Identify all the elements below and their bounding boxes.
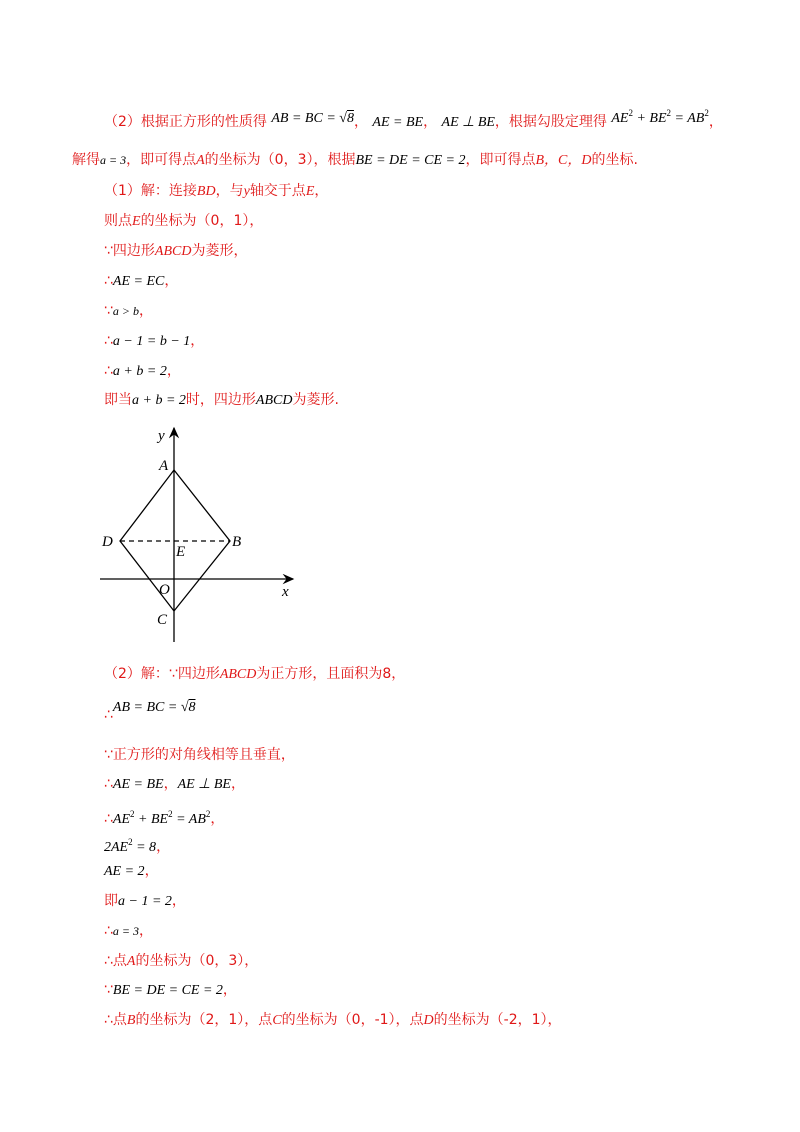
part2-line-8: 即a − 1 = 2，: [104, 893, 186, 909]
label-O: O: [159, 582, 170, 598]
math-expression: a + b = 2: [112, 364, 167, 379]
math-expression: AE = BE: [372, 115, 424, 130]
part2-line-6: $2AE^2 = 8$，: [104, 837, 171, 855]
part2-line-12: ∴点B的坐标为（2，1），点C的坐标为（0，-1），点D的坐标为（-2，1），: [104, 1012, 562, 1028]
label-D: D: [102, 534, 113, 550]
part1-line-3: ∵四边形ABCD为菱形，: [104, 243, 248, 259]
label-C: C: [157, 612, 168, 628]
math-expression: $AE^2 + BE^2 = AB^2$: [112, 809, 211, 827]
part1-line-7: ∴a + b = 2，: [104, 363, 181, 379]
part2-line-9: ∴a = 3，: [104, 923, 154, 939]
part1-heading: （1）解：连接BD，与y轴交于点E，: [104, 183, 329, 199]
part2-line-5: $\therefore AE^2 + BE^2 = AB^2$，: [104, 809, 225, 827]
math-expression: a = 3: [112, 924, 140, 938]
label-y: y: [158, 428, 165, 444]
rhombus-figure: [0, 420, 800, 660]
math-expression: AE ⊥ BE: [441, 115, 495, 130]
intro-line-2: 解得a = 3，即可得点A的坐标为（0，3），根据BE = DE = CE = 2，即可得点B，C，D的坐标.: [72, 152, 638, 168]
label-B: B: [232, 534, 242, 550]
math-expression: a > b: [112, 304, 140, 318]
math-expression: AE ⊥ BE: [177, 777, 231, 792]
math-expression: BE = DE = CE = 2: [112, 983, 223, 998]
math-expression: AB = BC = √8: [112, 700, 196, 715]
part1-line-4: ∴AE = EC，: [104, 273, 179, 289]
math-expression: AE = 2: [104, 864, 145, 879]
part2-line-2: ∴AB = BC = √8: [104, 700, 196, 723]
math-expression: $AE^2 + BE^2 = AB^2$: [611, 108, 709, 126]
part2-line-11: ∵BE = DE = CE = 2，: [104, 982, 237, 998]
math-expression: a − 1 = b − 1: [112, 334, 191, 349]
part1-line-8: 即当a + b = 2时，四边形ABCD为菱形.: [104, 392, 339, 408]
math-expression: AE = EC: [112, 274, 165, 289]
math-expression: a + b = 2: [132, 393, 186, 408]
label-A: A: [159, 458, 169, 474]
math-expression: ABCD: [255, 393, 293, 408]
label-x: x: [282, 584, 289, 600]
math-expression: BE = DE = CE = 2: [355, 153, 466, 168]
math-expression: a − 1 = 2: [118, 894, 172, 909]
math-expression: AB = BC = √8: [271, 111, 354, 126]
part1-line-6: ∴a − 1 = b − 1，: [104, 333, 205, 349]
label-E: E: [176, 544, 186, 560]
math-expression: a = 3: [100, 153, 127, 167]
part2-line-3: ∵正方形的对角线相等且垂直，: [104, 747, 295, 763]
part1-line-5: ∵a > b，: [104, 303, 154, 319]
part2-line-7: AE = 2，: [104, 863, 159, 879]
intro-text: （2）根据正方形的性质得: [104, 114, 267, 130]
math-expression: $2AE^2 = 8$: [104, 837, 157, 855]
intro-line-1: （2）根据正方形的性质得 AB = BC = √8， AE = BE， AE ⊥ BE，根据勾股定理得 $AE^2 + BE^2 = AB^2$，: [104, 108, 723, 130]
part2-line-10: ∴点A的坐标为（0，3），: [104, 953, 259, 969]
part2-line-4: ∴AE = BE，AE ⊥ BE，: [104, 776, 245, 792]
part2-heading: （2）解：∵四边形ABCD为正方形，且面积为8，: [104, 666, 406, 682]
part1-line-2: 则点E的坐标为（0，1），: [104, 213, 264, 229]
math-expression: AE = BE: [112, 777, 164, 792]
